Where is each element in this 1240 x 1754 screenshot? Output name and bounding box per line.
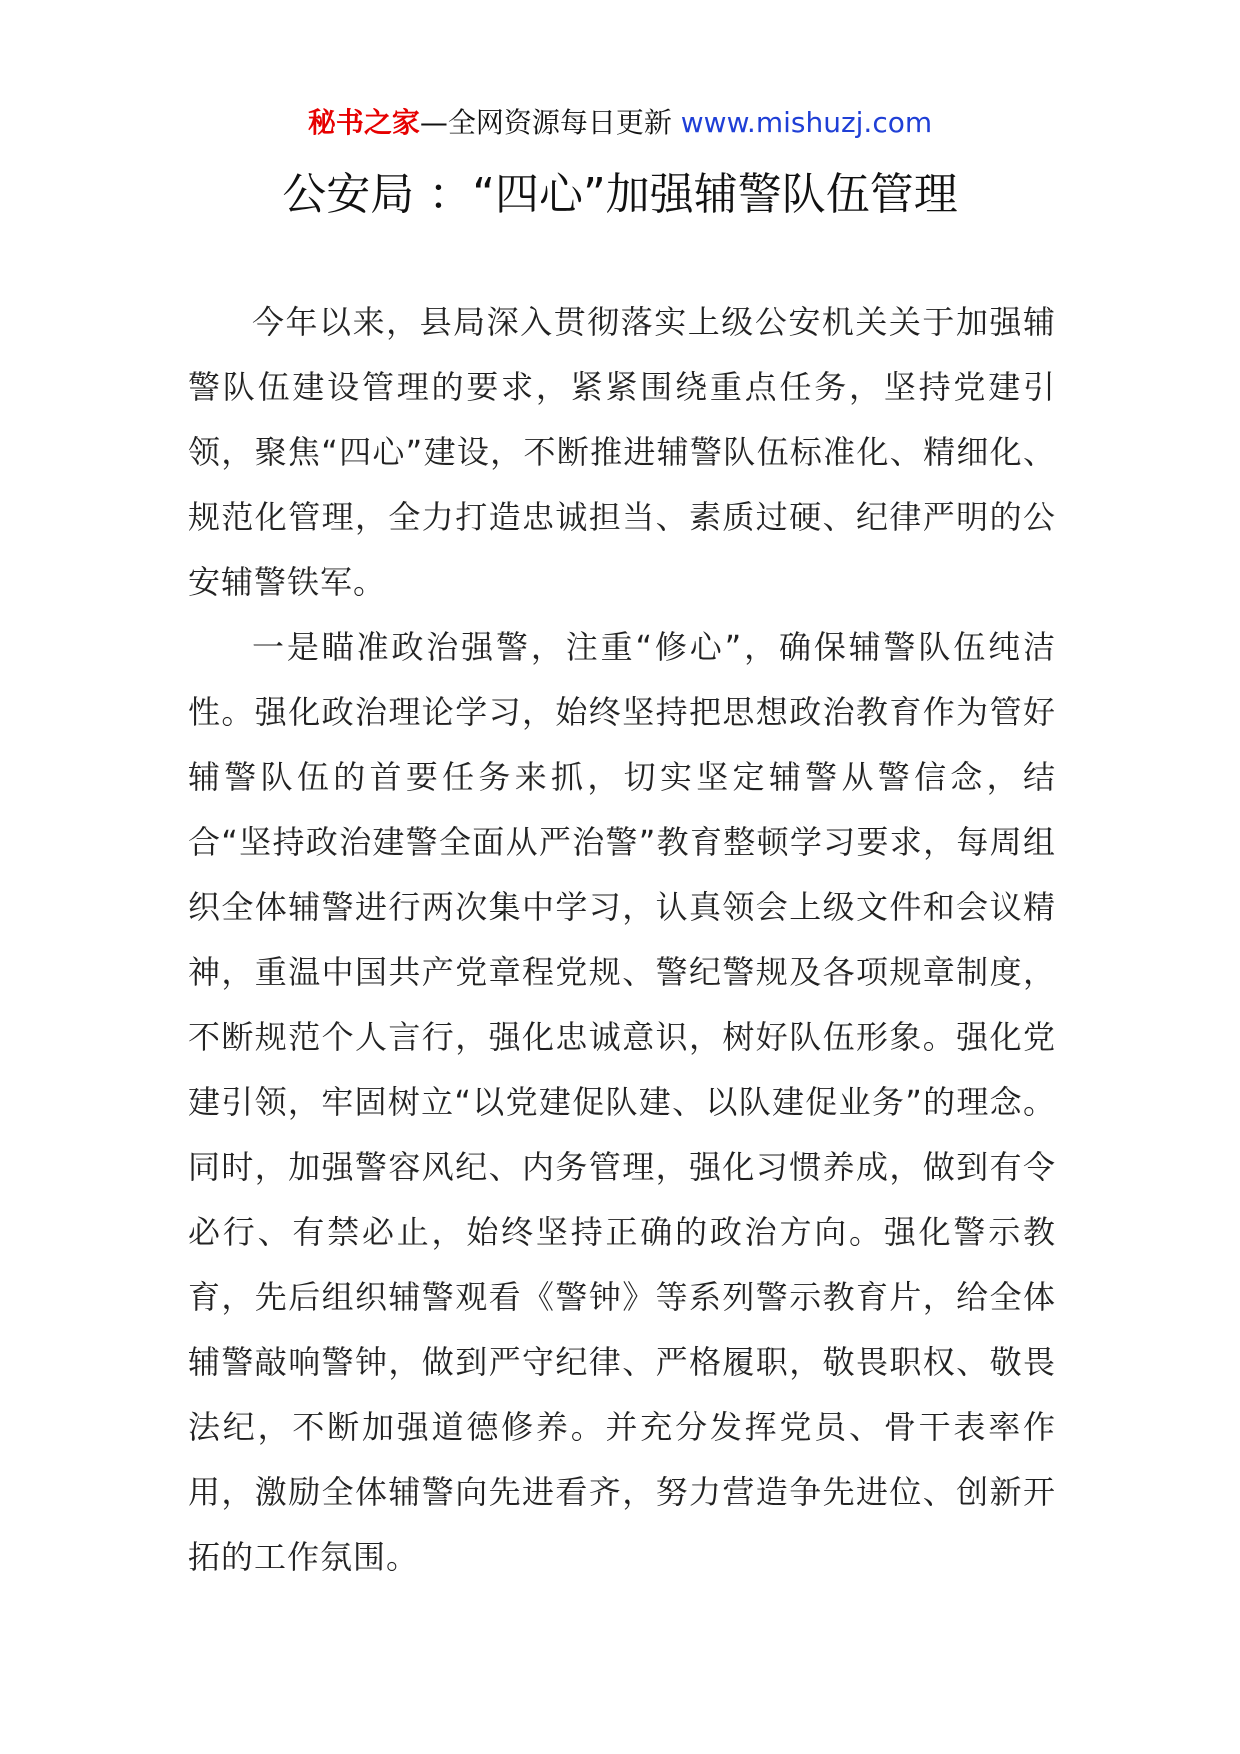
document-body [188,290,1056,1590]
paragraph-section-one: 一是瞄准政治强警，注重“修心”，确保辅警队伍纯洁性。强化政治理论学习，始终坚持把思想政治教育作为管好辅警队伍的首要任务来抓，切实坚定辅警从警信念，结合“坚持政治建警全面从严治警”教育整顿学习要求，每周组织全体辅警进行两次集中学习，认真领会上级文件和会议精神，重温中国共产党章程党规、警纪警规及各项规章制度，不断规范个人言行，强化忠诚意识，树好队伍形象。强化党建引领，牢固树立“以党建促队建、以队建促业务”的理念。同时，加强警容风纪、内务管理，强化习惯养成，做到有令必行、有禁必止，始终坚持正确的政治方向。强化警示教育，先后组织辅警观看《警钟》等系列警示教育片，给全体辅警敲响警钟，做到严守纪律、严格履职，敬畏职权、敬畏法纪，不断加强道德修养。并充分发挥党员、骨干表率作用，激励全体辅警向先进看齐，努力营造争先进位、创新开拓的工作氛围。 [188,628,1056,1576]
site-slogan: —全网资源每日更新 [419,106,681,139]
site-brand: 秘书之家 [307,106,420,139]
document-title: 公安局 ：“四心”加强辅警队伍管理 [282,169,958,220]
site-header [0,100,1240,146]
paragraph-intro: 今年以来，县局深入贯彻落实上级公安机关关于加强辅警队伍建设管理的要求，紧紧围绕重点任务，坚持党建引领，聚焦“四心”建设，不断推进辅警队伍标准化、精细化、规范化管理，全力打造忠诚担当、素质过硬、纪律严明的公安辅警铁军。 [188,303,1056,601]
site-url-link[interactable]: www.mishuzj.com [680,106,933,139]
